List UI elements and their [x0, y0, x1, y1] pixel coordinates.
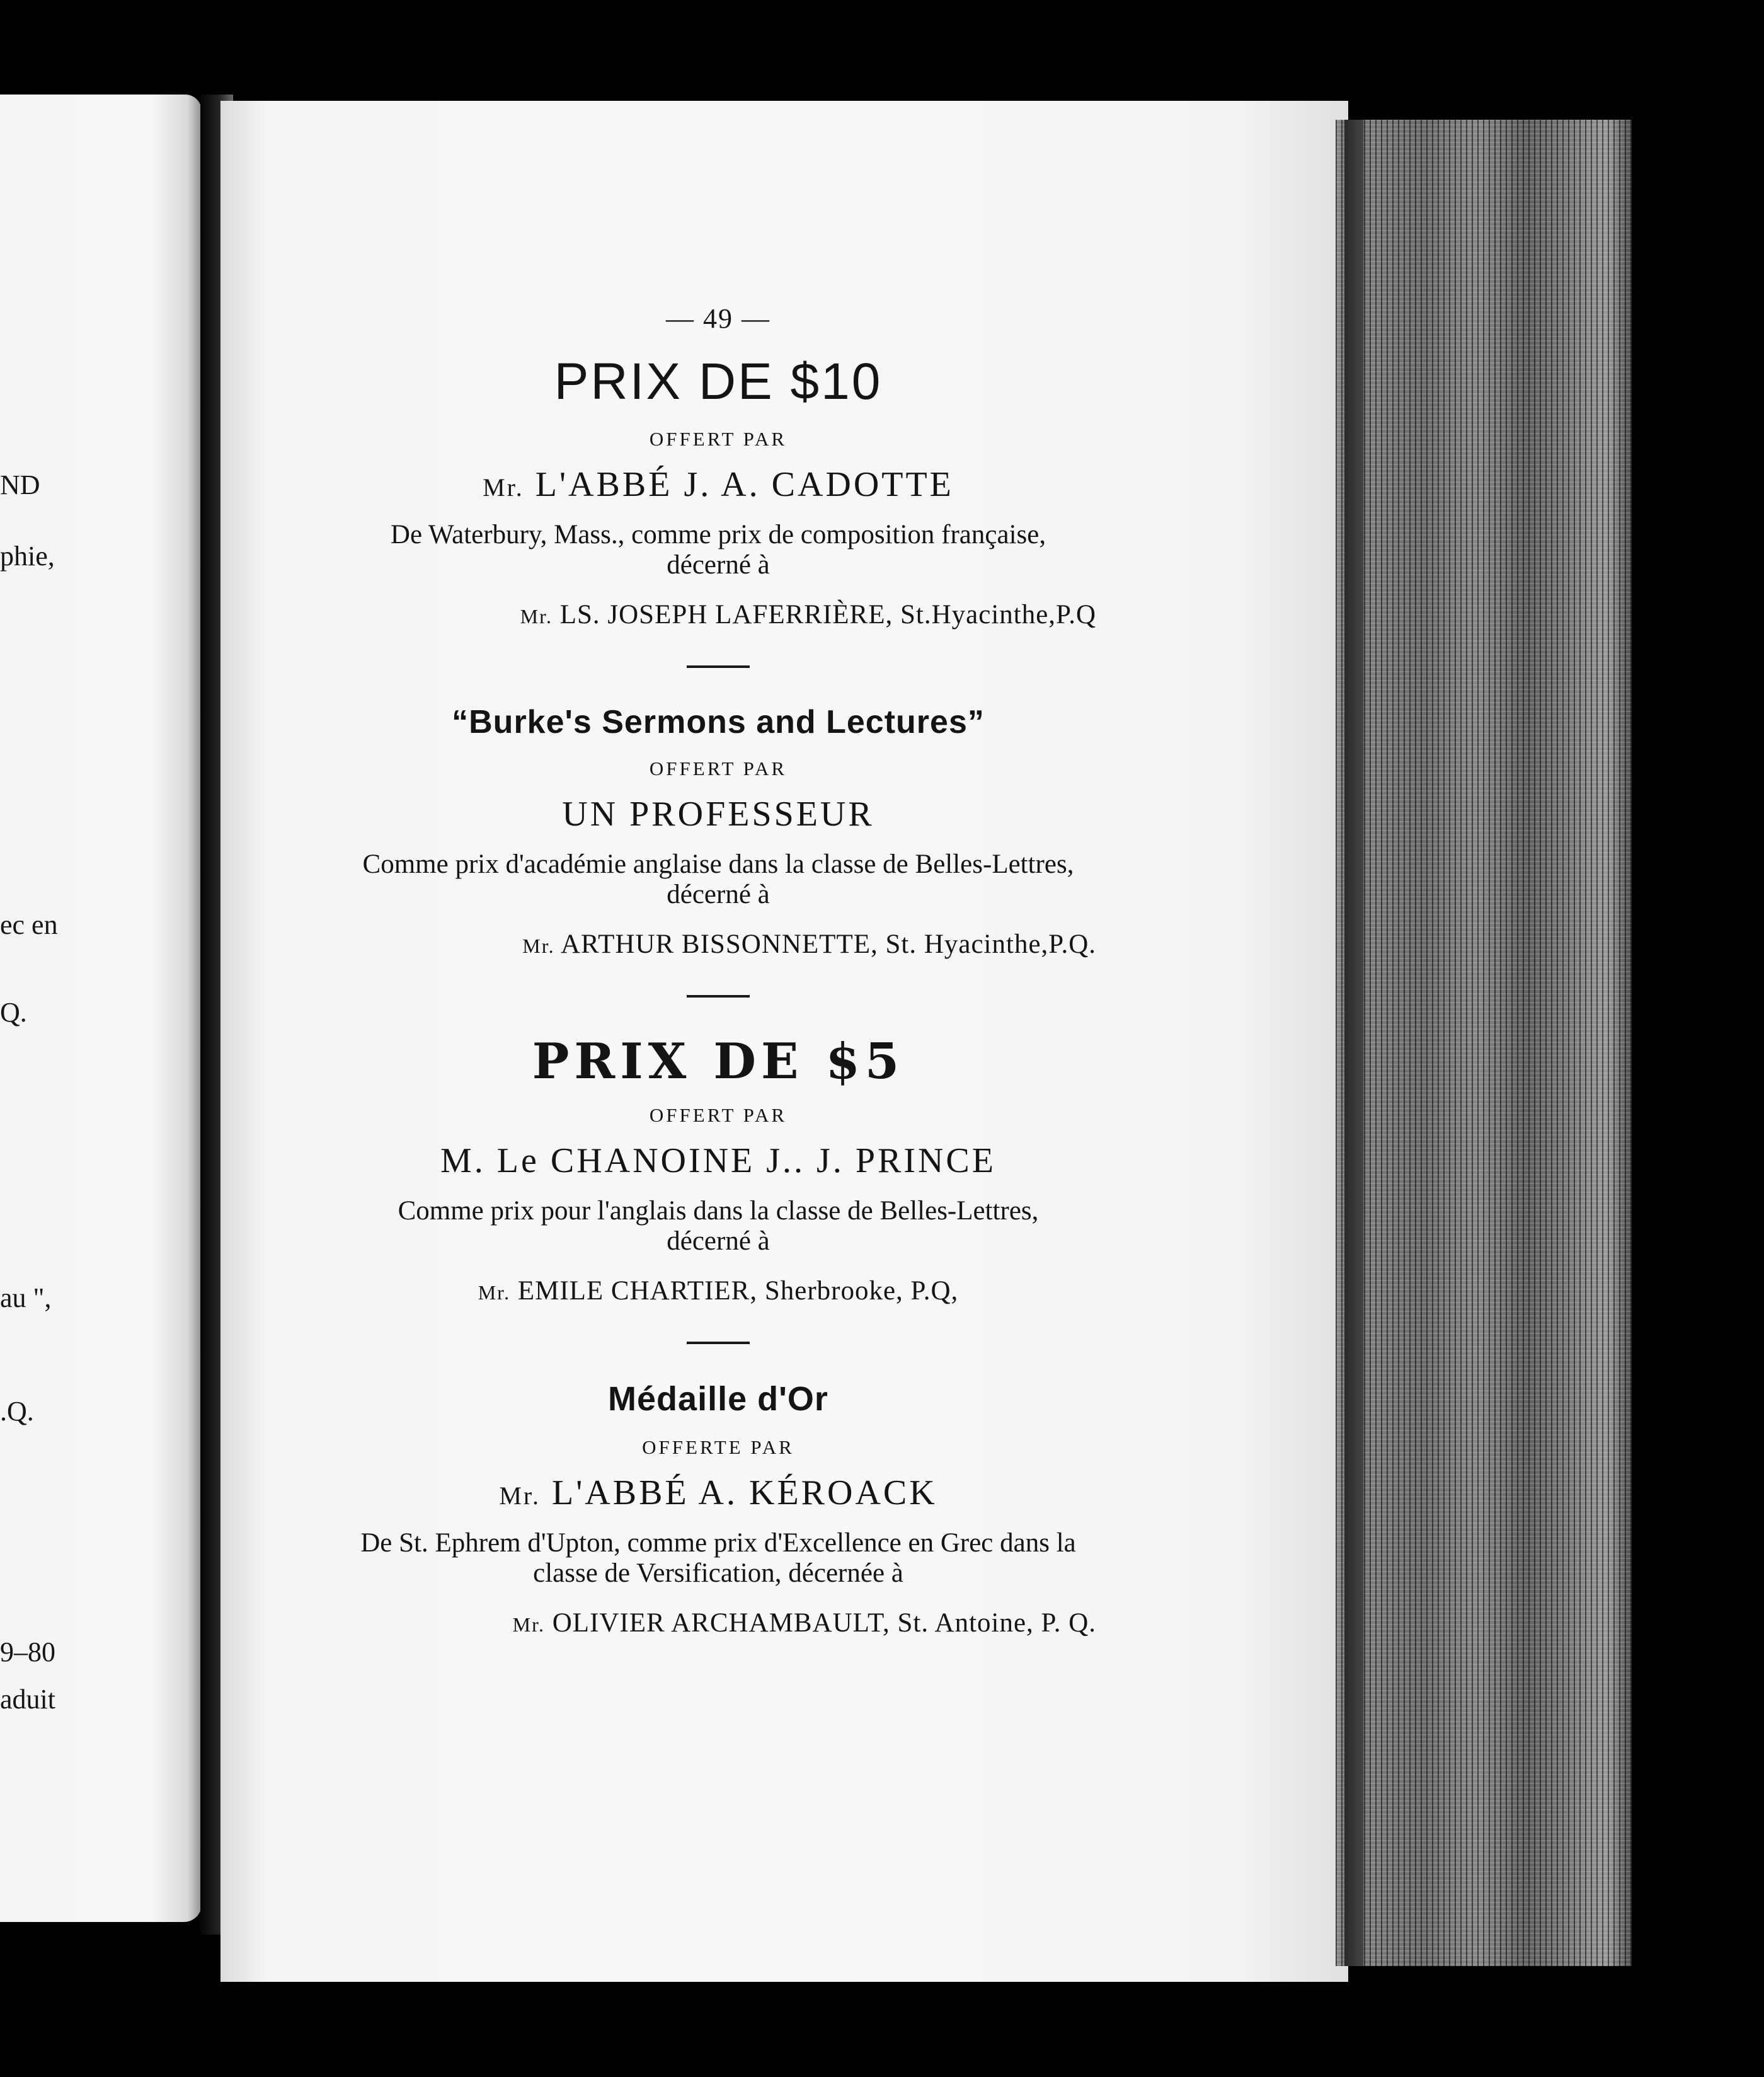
donor-line — [340, 1141, 1096, 1181]
prize-section — [340, 1379, 1096, 1638]
left-page-fragment: phie, — [0, 541, 55, 572]
book-page-edge — [1336, 120, 1632, 1966]
left-page-fragment: .Q. — [0, 1396, 34, 1427]
recipient-prefix: Mr. — [520, 605, 553, 628]
offered-by-label: OFFERTE PAR — [642, 1436, 794, 1458]
recipient-name: ARTHUR BISSONNETTE, St. Hyacinthe,P.Q. — [560, 929, 1096, 959]
page-edge-band — [1344, 120, 1363, 1966]
donor-prefix: Mr. — [483, 473, 524, 502]
offered-by-label: OFFERT PAR — [649, 757, 788, 780]
prize-description: De St. Ephrem d'Upton, comme prix d'Excellence en Grec dans la classe de Versification, décernée à — [360, 1528, 1076, 1588]
prize-title: Médaille d'Or — [608, 1380, 828, 1418]
prize-description: Comme prix pour l'anglais dans la classe de Belles-Lettres, décerné à — [398, 1196, 1039, 1256]
prize-section — [340, 703, 1096, 960]
left-page-fragment: au ", — [0, 1282, 52, 1313]
section-divider — [687, 1342, 750, 1344]
recipient-prefix: Mr. — [478, 1281, 511, 1304]
recipient-line — [340, 1608, 1096, 1638]
left-page-fragment: ND — [0, 469, 40, 500]
page-content — [340, 302, 1096, 1674]
left-page-fragment: aduit — [0, 1684, 55, 1715]
section-divider — [687, 995, 750, 998]
prize-title: “Burke's Sermons and Lectures” — [452, 704, 985, 740]
prize-description: De Waterbury, Mass., comme prix de composition française, décerné à — [390, 520, 1046, 580]
prize-section — [340, 352, 1096, 630]
recipient-line — [340, 929, 1096, 960]
donor-name: UN PROFESSEUR — [562, 795, 874, 834]
donor-name: Le CHANOINE J.. J. PRINCE — [496, 1141, 996, 1180]
left-page-fragment: ec en — [0, 909, 58, 940]
donor-name: L'ABBÉ J. A. CADOTTE — [535, 465, 954, 504]
donor-name: L'ABBÉ A. KÉROACK — [552, 1473, 937, 1512]
donor-line — [340, 1473, 1096, 1513]
prize-section — [340, 1033, 1096, 1306]
recipient-line — [340, 599, 1096, 630]
section-divider — [687, 665, 750, 668]
offered-by-label: OFFERT PAR — [649, 1104, 788, 1126]
recipient-name: LS. JOSEPH LAFERRIÈRE, St.Hyacinthe,P.Q — [559, 600, 1096, 630]
recipient-prefix: Mr. — [522, 935, 555, 957]
donor-prefix: M. — [440, 1141, 486, 1180]
donor-prefix: Mr. — [499, 1482, 541, 1510]
donor-line — [340, 464, 1096, 505]
prize-title: PRIX DE $10 — [554, 353, 883, 410]
donor-line — [340, 794, 1096, 834]
offered-by-label: OFFERT PAR — [649, 428, 788, 450]
left-page-fragment: Q. — [0, 997, 27, 1028]
recipient-name: OLIVIER ARCHAMBAULT, St. Antoine, P. Q. — [552, 1608, 1096, 1638]
page-number: — 49 — — [666, 303, 770, 334]
prize-title: PRIX DE $5 — [532, 1033, 905, 1090]
recipient-line — [340, 1275, 1096, 1306]
recipient-name: EMILE CHARTIER, Sherbrooke, P.Q, — [517, 1276, 959, 1306]
recipient-prefix: Mr. — [512, 1613, 545, 1636]
left-page-fragment: 9–80 — [0, 1637, 55, 1667]
prize-description: Comme prix d'académie anglaise dans la classe de Belles-Lettres, décerné à — [362, 849, 1074, 909]
